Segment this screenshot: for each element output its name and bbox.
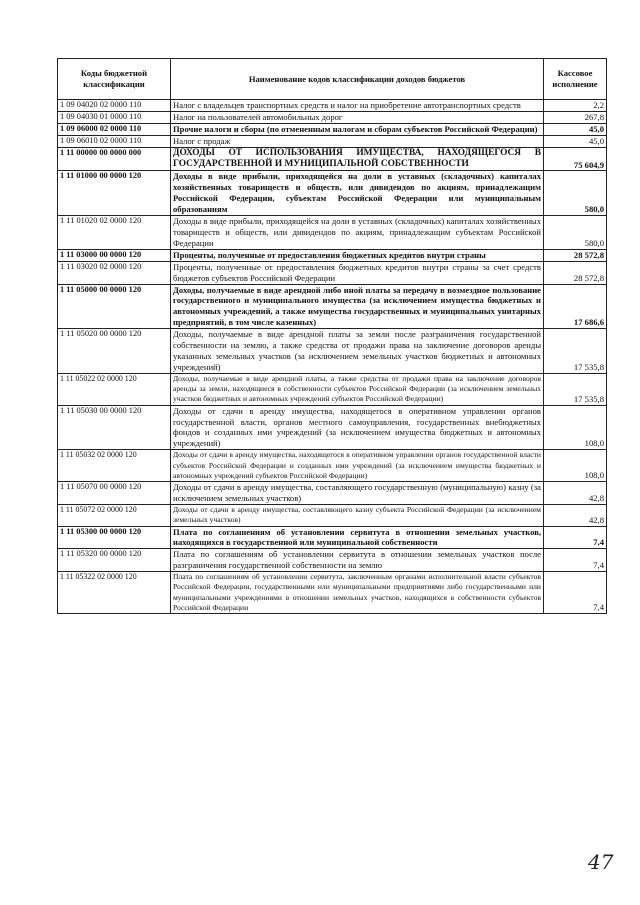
row-code: 1 11 03020 02 0000 120 (58, 261, 171, 284)
row-code: 1 11 05072 02 0000 120 (58, 504, 171, 526)
table-row (58, 147, 607, 171)
row-amount: 42,8 (544, 504, 607, 526)
row-name: Налог на пользователей автомобильных дорог (171, 111, 544, 123)
header-code: Коды бюджетной классификации (58, 59, 171, 100)
table-row (58, 572, 607, 614)
row-code: 1 09 06000 02 0000 110 (58, 123, 171, 135)
table-row (58, 135, 607, 147)
row-code: 1 09 04030 01 0000 110 (58, 111, 171, 123)
row-code: 1 11 05022 02 0000 120 (58, 373, 171, 405)
row-name: Налог с продаж (171, 135, 544, 147)
table-row (58, 123, 607, 135)
row-name: ДОХОДЫ ОТ ИСПОЛЬЗОВАНИЯ ИМУЩЕСТВА, НАХОДЯЩЕГОСЯ В ГОСУДАРСТВЕННОЙ И МУНИЦИПАЛЬНОЙ СОБСТВЕННОСТИ (171, 147, 544, 171)
row-code: 1 11 01020 02 0000 120 (58, 216, 171, 250)
row-amount: 17 535,8 (544, 373, 607, 405)
row-amount: 7,4 (544, 572, 607, 614)
row-name: Доходы от сдачи в аренду имущества, находящегося в оперативном управлении органов государственной власти субъектов Российской Федерации и созданных ими учреждений (за исключением имущества бюджетных и автономных учреждений субъектов Российской Федерации) (171, 450, 544, 482)
row-code: 1 11 05320 00 0000 120 (58, 549, 171, 572)
row-amount: 42,8 (544, 482, 607, 505)
table-body (58, 100, 607, 614)
row-amount: 75 604,9 (544, 147, 607, 171)
row-amount: 108,0 (544, 405, 607, 450)
row-code: 1 11 05000 00 0000 120 (58, 284, 171, 329)
row-code: 1 11 05300 00 0000 120 (58, 526, 171, 549)
row-name: Доходы от сдачи в аренду имущества, составляющего государственную (муниципальную) казну (за исключением земельных участков) (171, 482, 544, 505)
row-name: Проценты, полученные от предоставления бюджетных кредитов внутри страны (171, 249, 544, 261)
row-code: 1 11 05020 00 0000 120 (58, 329, 171, 374)
budget-revenue-table (57, 58, 607, 614)
row-name: Доходы, получаемые в виде арендной платы, а также средства от продажи права на заключение договоров аренды за земли, находящиеся в собственности субъектов Российской Федерации (за исключением земельных участков бюджетных и автономных учреждений субъектов Российской Федерации) (171, 373, 544, 405)
row-code: 1 11 05070 00 0000 120 (58, 482, 171, 505)
row-amount: 17 686,6 (544, 284, 607, 329)
row-name: Налог с владельцев транспортных средств и налог на приобретение автотранспортных средств (171, 100, 544, 112)
table-row (58, 405, 607, 450)
table-row (58, 549, 607, 572)
row-code: 1 11 05030 00 0000 120 (58, 405, 171, 450)
table-row (58, 111, 607, 123)
row-amount: 45,0 (544, 123, 607, 135)
table-row (58, 284, 607, 329)
table-row (58, 450, 607, 482)
row-amount: 580,0 (544, 216, 607, 250)
header-name: Наименование кодов классификации доходов бюджетов (171, 59, 544, 100)
row-name: Плата по соглашениям об установлении сервитута, заключенным органами исполнительной власти субъектов Российской Федерации, государственными или муниципальными предприятиями либо государственными или муниципальными учреждениями в отношении земельных участков, находящихся в собственности субъектов Российской Федерации (171, 572, 544, 614)
row-name: Прочие налоги и сборы (по отмененным налогам и сборам субъектов Российской Федерации) (171, 123, 544, 135)
row-amount: 28 572,8 (544, 261, 607, 284)
row-amount: 17 535,8 (544, 329, 607, 374)
row-name: Доходы в виде прибыли, приходящейся на доли в уставных (складочных) капиталах хозяйственных товариществ и обществ, или дивидендов по акциям, принадлежащим Российской Федерации, субъектам Российской Федерации или муниципальным образованиям (171, 171, 544, 216)
row-amount: 267,8 (544, 111, 607, 123)
row-amount: 580,0 (544, 171, 607, 216)
row-code: 1 09 04020 02 0000 110 (58, 100, 171, 112)
row-amount: 7,4 (544, 549, 607, 572)
row-name: Доходы, получаемые в виде арендной либо иной платы за передачу в возмездное пользование государственного и муниципального имущества (за исключением имущества бюджетных и автономных учреждений, а также имущества государственных и муниципальных унитарных предприятий, в том числе казенных) (171, 284, 544, 329)
table-row (58, 216, 607, 250)
row-amount: 45,0 (544, 135, 607, 147)
row-code: 1 11 01000 00 0000 120 (58, 171, 171, 216)
document-page (57, 58, 606, 614)
row-code: 1 11 03000 00 0000 120 (58, 249, 171, 261)
table-row (58, 482, 607, 505)
table-row (58, 526, 607, 549)
row-code: 1 11 05032 02 0000 120 (58, 450, 171, 482)
row-name: Плата по соглашениям об установлении сервитута в отношении земельных участков, находящихся в государственной или муниципальной собственности (171, 526, 544, 549)
table-row (58, 100, 607, 112)
row-name: Плата по соглашениям об установлении сервитута в отношении земельных участков после разграничения государственной собственности на землю (171, 549, 544, 572)
row-code: 1 11 00000 00 0000 000 (58, 147, 171, 171)
row-name: Проценты, полученные от предоставления бюджетных кредитов внутри страны за счет средств бюджетов субъектов Российской Федерации (171, 261, 544, 284)
table-row (58, 261, 607, 284)
table-row (58, 249, 607, 261)
table-header-row (58, 59, 607, 100)
row-name: Доходы от сдачи в аренду имущества, составляющего казну субъекта Российской Федерации (за исключением земельных участков) (171, 504, 544, 526)
page-number: 47 (588, 850, 614, 874)
row-code: 1 11 05322 02 0000 120 (58, 572, 171, 614)
table-row (58, 504, 607, 526)
row-code: 1 09 06010 02 0000 110 (58, 135, 171, 147)
table-row (58, 329, 607, 374)
row-amount: 7,4 (544, 526, 607, 549)
row-name: Доходы от сдачи в аренду имущества, находящегося в оперативном управлении органов государственной власти, органов местного самоуправления, государственных внебюджетных фондов и созданных ими учреждений (за исключением имущества бюджетных и автономных учреждений) (171, 405, 544, 450)
table-row (58, 171, 607, 216)
table-row (58, 373, 607, 405)
row-name: Доходы в виде прибыли, приходящейся на доли в уставных (складочных) капиталах хозяйственных товариществ и обществ, или дивидендов по акциям, принадлежащим субъектам Российской Федерации (171, 216, 544, 250)
row-amount: 108,0 (544, 450, 607, 482)
row-amount: 28 572,8 (544, 249, 607, 261)
row-name: Доходы, получаемые в виде арендной платы за земли после разграничения государственной собственности на землю, а также средства от продажи права на заключение договоров аренды указанных земельных участков (за исключением земельных участков бюджетных и автономных учреждений) (171, 329, 544, 374)
row-amount: 2,2 (544, 100, 607, 112)
header-amount: Кассовое исполнение (544, 59, 607, 100)
